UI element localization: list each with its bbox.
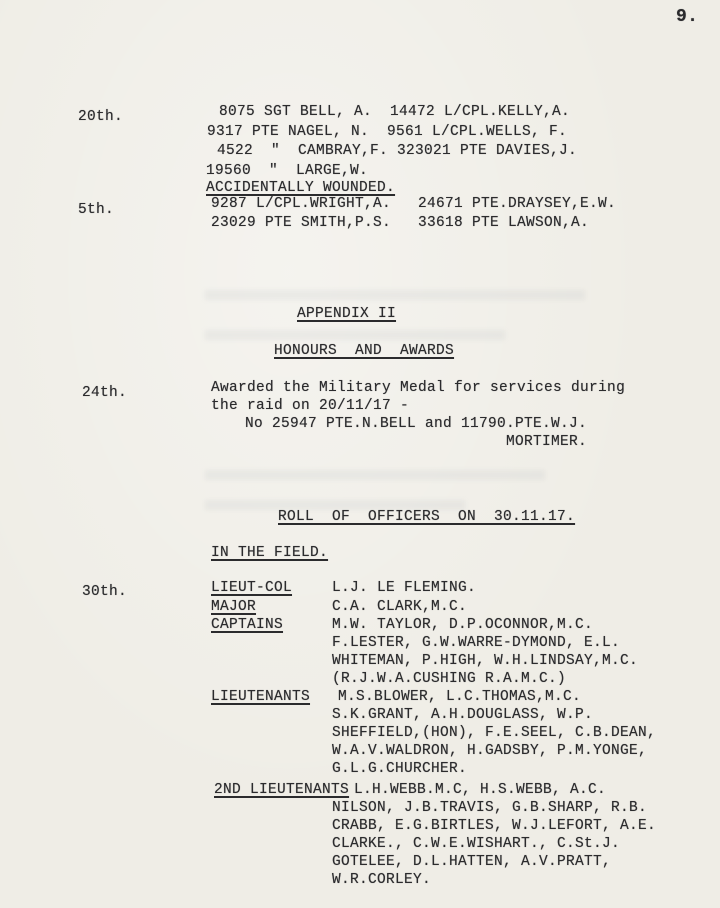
appendix-title: APPENDIX II [297,306,397,322]
officer-line: G.L.G.CHURCHER. [332,761,468,777]
officer-line: S.K.GRANT, A.H.DOUGLASS, W.P. [332,707,594,723]
rank-2nd-lieutenants: 2ND LIEUTENANTS [214,782,350,798]
officer-line: CLARKE., C.W.E.WISHART., C.St.J. [332,836,621,852]
rank-major: MAJOR [211,599,257,615]
rank-lieutenants: LIEUTENANTS [211,689,311,705]
officer-line: W.R.CORLEY. [332,872,432,888]
date-24th: 24th. [82,385,128,401]
in-the-field-heading: IN THE FIELD. [211,545,329,561]
officer-line: F.LESTER, G.W.WARRE-DYMOND, E.L. [332,635,621,651]
officer-line: NILSON, J.B.TRAVIS, G.B.SHARP, R.B. [332,800,648,816]
casualty-line: 19560 " LARGE,W. [206,163,369,179]
award-line: the raid on 20/11/17 - [211,398,410,414]
officer-name: L.J. LE FLEMING. [332,580,477,596]
officer-line: GOTELEE, D.L.HATTEN, A.V.PRATT, [332,854,612,870]
officer-name: C.A. CLARK,M.C. [332,599,468,615]
award-line: Awarded the Military Medal for services during [211,380,626,396]
officer-line: WHITEMAN, P.HIGH, W.H.LINDSAY,M.C. [332,653,639,669]
award-line: MORTIMER. [506,434,588,450]
bleed-through-mark [205,330,505,340]
page-number: 9. [676,7,699,27]
casualty-line: 8075 SGT BELL, A. 14472 L/CPL.KELLY,A. [219,104,571,120]
casualty-line: 9317 PTE NAGEL, N. 9561 L/CPL.WELLS, F. [207,124,568,140]
bleed-through-mark [205,290,585,300]
bleed-through-mark [205,470,545,480]
officer-line: L.H.WEBB.M.C, H.S.WEBB, A.C. [354,782,607,798]
rank-captains: CAPTAINS [211,617,284,633]
roll-title: ROLL OF OFFICERS ON 30.11.17. [278,509,576,525]
officer-line: M.W. TAYLOR, D.P.OCONNOR,M.C. [332,617,594,633]
casualty-line: 23029 PTE SMITH,P.S. 33618 PTE LAWSON,A. [211,215,590,231]
rank-lieut-col: LIEUT-COL [211,580,293,596]
casualty-line: 9287 L/CPL.WRIGHT,A. 24671 PTE.DRAYSEY,E.W. [211,196,617,212]
officer-line: SHEFFIELD,(HON), F.E.SEEL, C.B.DEAN, [332,725,657,741]
officer-line: M.S.BLOWER, L.C.THOMAS,M.C. [338,689,582,705]
date-20th: 20th. [78,109,124,125]
date-30th: 30th. [82,584,128,600]
casualty-line: 4522 " CAMBRAY,F. 323021 PTE DAVIES,J. [217,143,578,159]
date-5th: 5th. [78,202,115,218]
accidentally-wounded-heading: ACCIDENTALLY WOUNDED. [206,180,396,196]
award-line: No 25947 PTE.N.BELL and 11790.PTE.W.J. [245,416,588,432]
officer-line: W.A.V.WALDRON, H.GADSBY, P.M.YONGE, [332,743,648,759]
officer-line: CRABB, E.G.BIRTLES, W.J.LEFORT, A.E. [332,818,657,834]
officer-line: (R.J.W.A.CUSHING R.A.M.C.) [332,671,567,687]
appendix-subtitle: HONOURS AND AWARDS [274,343,455,359]
